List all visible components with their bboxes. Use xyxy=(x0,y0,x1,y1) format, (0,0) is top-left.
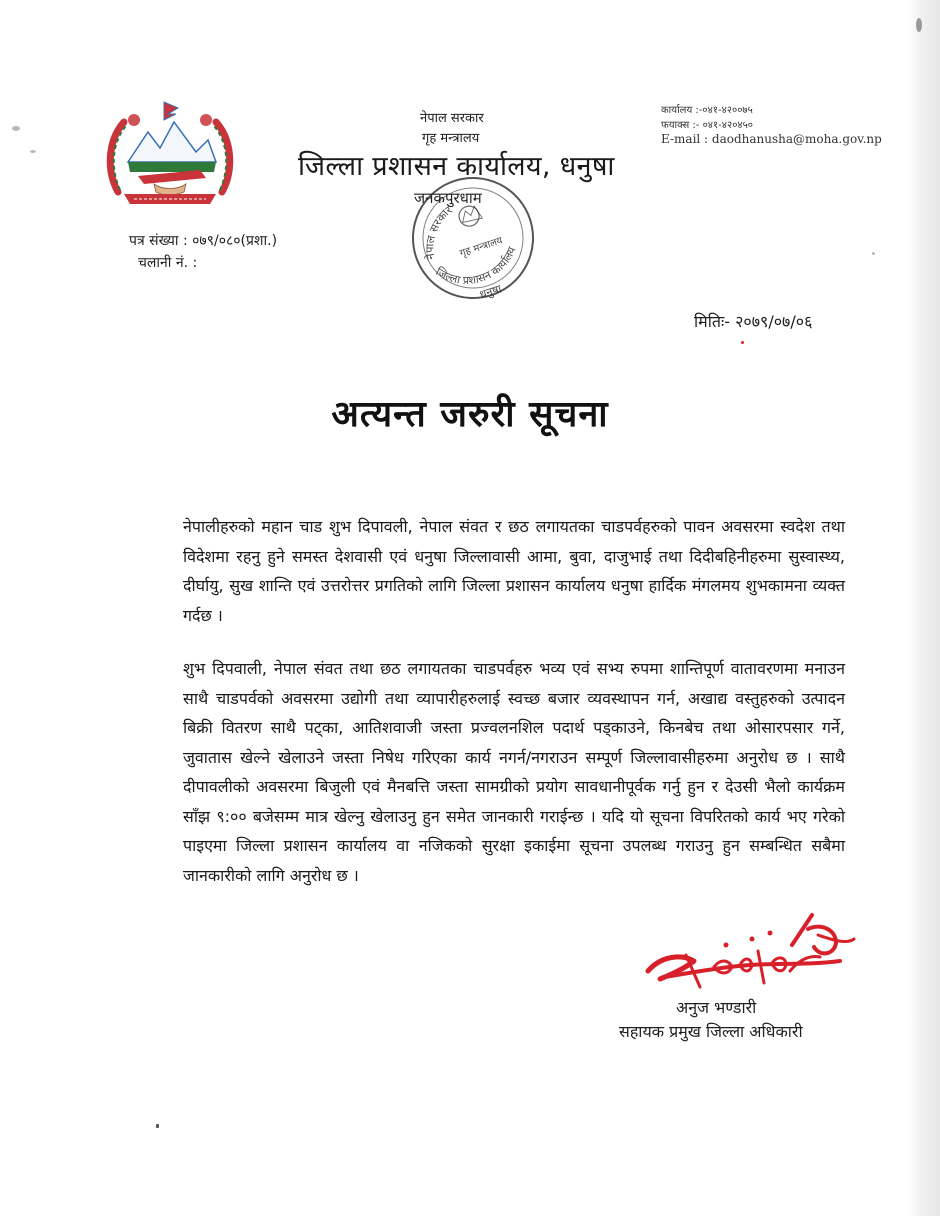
handwritten-signature xyxy=(640,895,860,1010)
scan-speck xyxy=(872,252,875,255)
signatory-title: सहायक प्रमुख जिल्ला अधिकारी xyxy=(619,1022,803,1041)
office-title: जिल्ला प्रशासन कार्यालय, धनुषा xyxy=(298,151,615,182)
scan-speck xyxy=(156,1124,159,1128)
notice-paragraph-1: नेपालीहरुको महान चाड शुभ दिपावली, नेपाल संवत र छठ लगायतका चाडपर्वहरुको पावन अवसरमा स्वदेश तथा विदेशमा रहनु हुने समस्त देशवासी एवं धनुषा जिल्लावासी आमा, बुवा, दाजुभाई तथा दिदीबहिनीहरुमा सुस्वास्थ्य, दीर्घायु, सुख शान्ति एवं उत्तरोत्तर प्रगतिको लागि जिल्ला प्रशासन कार्यालय धनुषा हार्दिक मंगलमय शुभकामना व्यक्त गर्दछ । xyxy=(183,517,845,625)
government-name: नेपाल सरकार xyxy=(420,111,484,126)
letter-number: पत्र संख्या : ०७९/०८०(प्रशा.) xyxy=(129,233,278,249)
ministry-name: गृह मन्त्रालय xyxy=(422,131,480,146)
office-phone: कार्यालय :-०४१-४२००७५ xyxy=(661,105,753,116)
dispatch-number: चलानी नं. : xyxy=(138,255,198,271)
office-stamp-seal xyxy=(398,168,548,308)
stamp-line-2: गृह मन्त्रालय xyxy=(458,235,504,260)
scan-speck xyxy=(12,126,20,131)
stamp-line-3: जिल्ला प्रशासन कार्यालय xyxy=(433,244,519,288)
letter-date: मितिः- २०७९/०७/०६ xyxy=(694,312,813,331)
nepal-emblem-icon xyxy=(104,100,236,210)
fax-number: फयाक्स :- ०४१-४२०४५० xyxy=(661,120,753,131)
stamp-line-1: नेपाल सरकार xyxy=(423,203,455,261)
notice-paragraph-2: शुभ दिपवाली, नेपाल संवत तथा छठ लगायतका चाडपर्वहरु भव्य एवं सभ्य रुपमा शान्तिपूर्ण वातावरणमा मनाउन साथै चाडपर्वको अवसरमा उद्योगी तथा व्यापारीहरुलाई स्वच्छ बजार व्यवस्थापन गर्न, अखाद्य वस्तुहरुको उत्पादन बिक्री वितरण साथै पट्का, आतिशवाजी जस्ता प्रज्वलनशिल पदार्थ पड्काउने, किनबेच तथा ओसारपसार गर्ने, जुवातास खेल्ने खेलाउने जस्ता निषेध गरिएका कार्य नगर्न/नगराउन सम्पूर्ण जिल्लावासीहरुमा अनुरोध छ । साथै दीपावलीको अवसरमा बिजुली एवं मैनबत्ति जस्ता सामग्रीको प्रयोग सावधानीपूर्वक गर्नु हुन र देउसी भैलो कार्यक्रम साँझ ९:०० बजेसम्म मात्र खेल्नु खेलाउनु हुन समेत जानकारी गराईन्छ । यदि यो सूचना विपरितको कार्य भए गरेको पाइएमा जिल्ला प्रशासन कार्यालय वा नजिकको सुरक्षा इकाईमा सूचना उपलब्ध गराउनु हुन सम्बन्धित सबैमा जानकारीको लागि अनुरोध छ । xyxy=(183,659,845,885)
scan-speck xyxy=(30,150,36,153)
scan-speck xyxy=(916,18,922,32)
signatory-name: अनुज भण्डारी xyxy=(676,998,757,1017)
notice-heading: अत्यन्त जरुरी सूचना xyxy=(331,394,609,435)
ink-mark xyxy=(741,341,744,344)
office-place: जनकपुरधाम xyxy=(414,189,482,207)
email-address: E-mail : daodhanusha@moha.gov.np xyxy=(661,132,882,146)
stamp-line-4: धनुषा xyxy=(477,282,504,302)
